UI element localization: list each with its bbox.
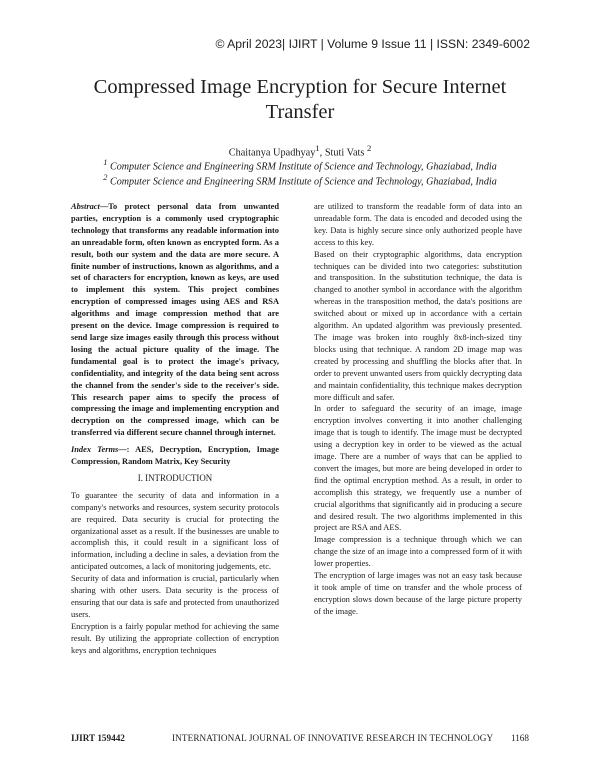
author-2-superscript: 2 [366,143,372,153]
author-line [0,143,600,158]
body-paragraph: The encryption of large images was not an easy task because it took ample of time on transfer and the whole process of encryption slows down because of the large picture property of the image. [314,571,522,616]
abstract-label: Abstract [71,202,100,211]
index-terms-text: —: AES, Decryption, Encryption, Image Compression, Random Matrix, Key Security [71,445,279,467]
body-paragraph: Encryption is a fairly popular method for achieving the same result. By utilizing the appropriate collection of encryption keys and algorithms, encryption techniques [71,621,279,655]
page-number: 1168 [510,733,529,743]
index-terms-label: Index Terms [71,445,119,455]
section-heading-introduction: I. INTRODUCTION [137,472,213,483]
paper-title: Compressed Image Encryption for Secure Internet Transfer [93,76,507,123]
footer-article-id: IJIRT 159442 [71,733,125,743]
author-separator: , [319,147,325,159]
index-terms-paragraph [71,444,279,468]
left-column [71,201,279,657]
footer-journal-name: INTERNATIONAL JOURNAL OF INNOVATIVE RESEARCH IN TECHNOLOGY [172,733,494,743]
author-1-name: Chaitanya Upadhyay [228,147,316,159]
author-1-superscript: 1 [315,143,320,153]
affiliation-2-superscript: 2 [103,173,108,182]
abstract-text: —To protect personal data from unwanted parties, encryption is a commonly used cryptographic technology that transforms any readable information into an unreadable form, often known as encrypted form. As a result, both our system and the data are more secure. A finite number of instructions, known as algorithms, and a set of characters for encryption, known as keys, are used to implement this system. This project combines encryption of compressed images using AES and RSA algorithms and image compression method that are present on the device. Image compression is required to send large size images easily through this process without losing the actual picture quality of the image. The fundamental goal is to protect the image's privacy, confidentiality, and integrity of the data being sent across the channel from the sender's side to the receiver's side. This research paper aims to specify the process of compressing the image and implementing encryption and decryption on the compressed image, which can be transferred via different secure channel through internet. [71,202,279,438]
abstract-paragraph [71,201,279,439]
page-footer [71,733,529,747]
affiliation-2-text: Computer Science and Engineering SRM Institute of Science and Technology, Ghaziabad, India [109,176,497,188]
right-column [314,201,522,618]
affiliation-1-text: Computer Science and Engineering SRM Institute of Science and Technology, Ghaziabad, India [109,161,497,173]
author-2-name: Stuti Vats [324,147,365,159]
affiliation-1 [0,158,600,172]
body-paragraph: In order to safeguard the security of an image, image encryption involves converting it into another challenging image that is tough to identify. The image must be decrypted using a decryption key in order to be viewed as the actual image. There are a number of ways that can be applied to convert the images, but more are being developed in order to find the optimal encryption method. As a result, in order to accomplish this strategy, we frequently use a number of crucial algorithms that significantly aid in producing a secure and desired result. The two algorithms implemented in this project are RSA and AES. [314,404,522,533]
affiliation-1-superscript: 1 [103,158,108,167]
body-paragraph: Based on their cryptographic algorithms, data encryption techniques can be divided into two categories: substitution and transposition. In the substitution technique, the data is changed to another symbol in accordance with the algorithm whereas in the transposition method, the data's positions are switched about or mixed up in accordance with a certain algorithm. An updated algorithm was previously presented. The image was broken into roughly 8x8-inch-sized tiny blocks using that technique. A random 2D image map was created by processing and shuffling the blocks after that. In order to prevent unwanted users from quickly decrypting data and maintain confidentiality, this technique makes decryption more difficult and safer. [314,249,522,402]
body-paragraph: are utilized to transform the readable form of data into an unreadable form. The data is encoded and decoded using the key. Data is highly secure since only authorized people have access to this key. [314,202,522,247]
body-paragraph: Security of data and information is crucial, particularly when sharing with other users. Data security is the process of ensuring that our data is safe and protected from unauthorized users. [71,574,279,619]
body-paragraph: Image compression is a technique through which we can change the size of an image into a compressed form of it with lower properties. [314,535,522,569]
journal-header: © April 2023| IJIRT | Volume 9 Issue 11 | ISSN: 2349-6002 [215,37,530,51]
affiliation-2 [0,173,600,187]
body-paragraph: To guarantee the security of data and information in a company's networks and resources, system security protocols are required. Data security is crucial for protecting the organizational asset as a result. If the businesses are unable to accomplish this, it could result in a significant loss of information, including a decline in sales, a deviation from the anticipated outcomes, a lack of monitoring judgements, etc. [71,490,279,572]
